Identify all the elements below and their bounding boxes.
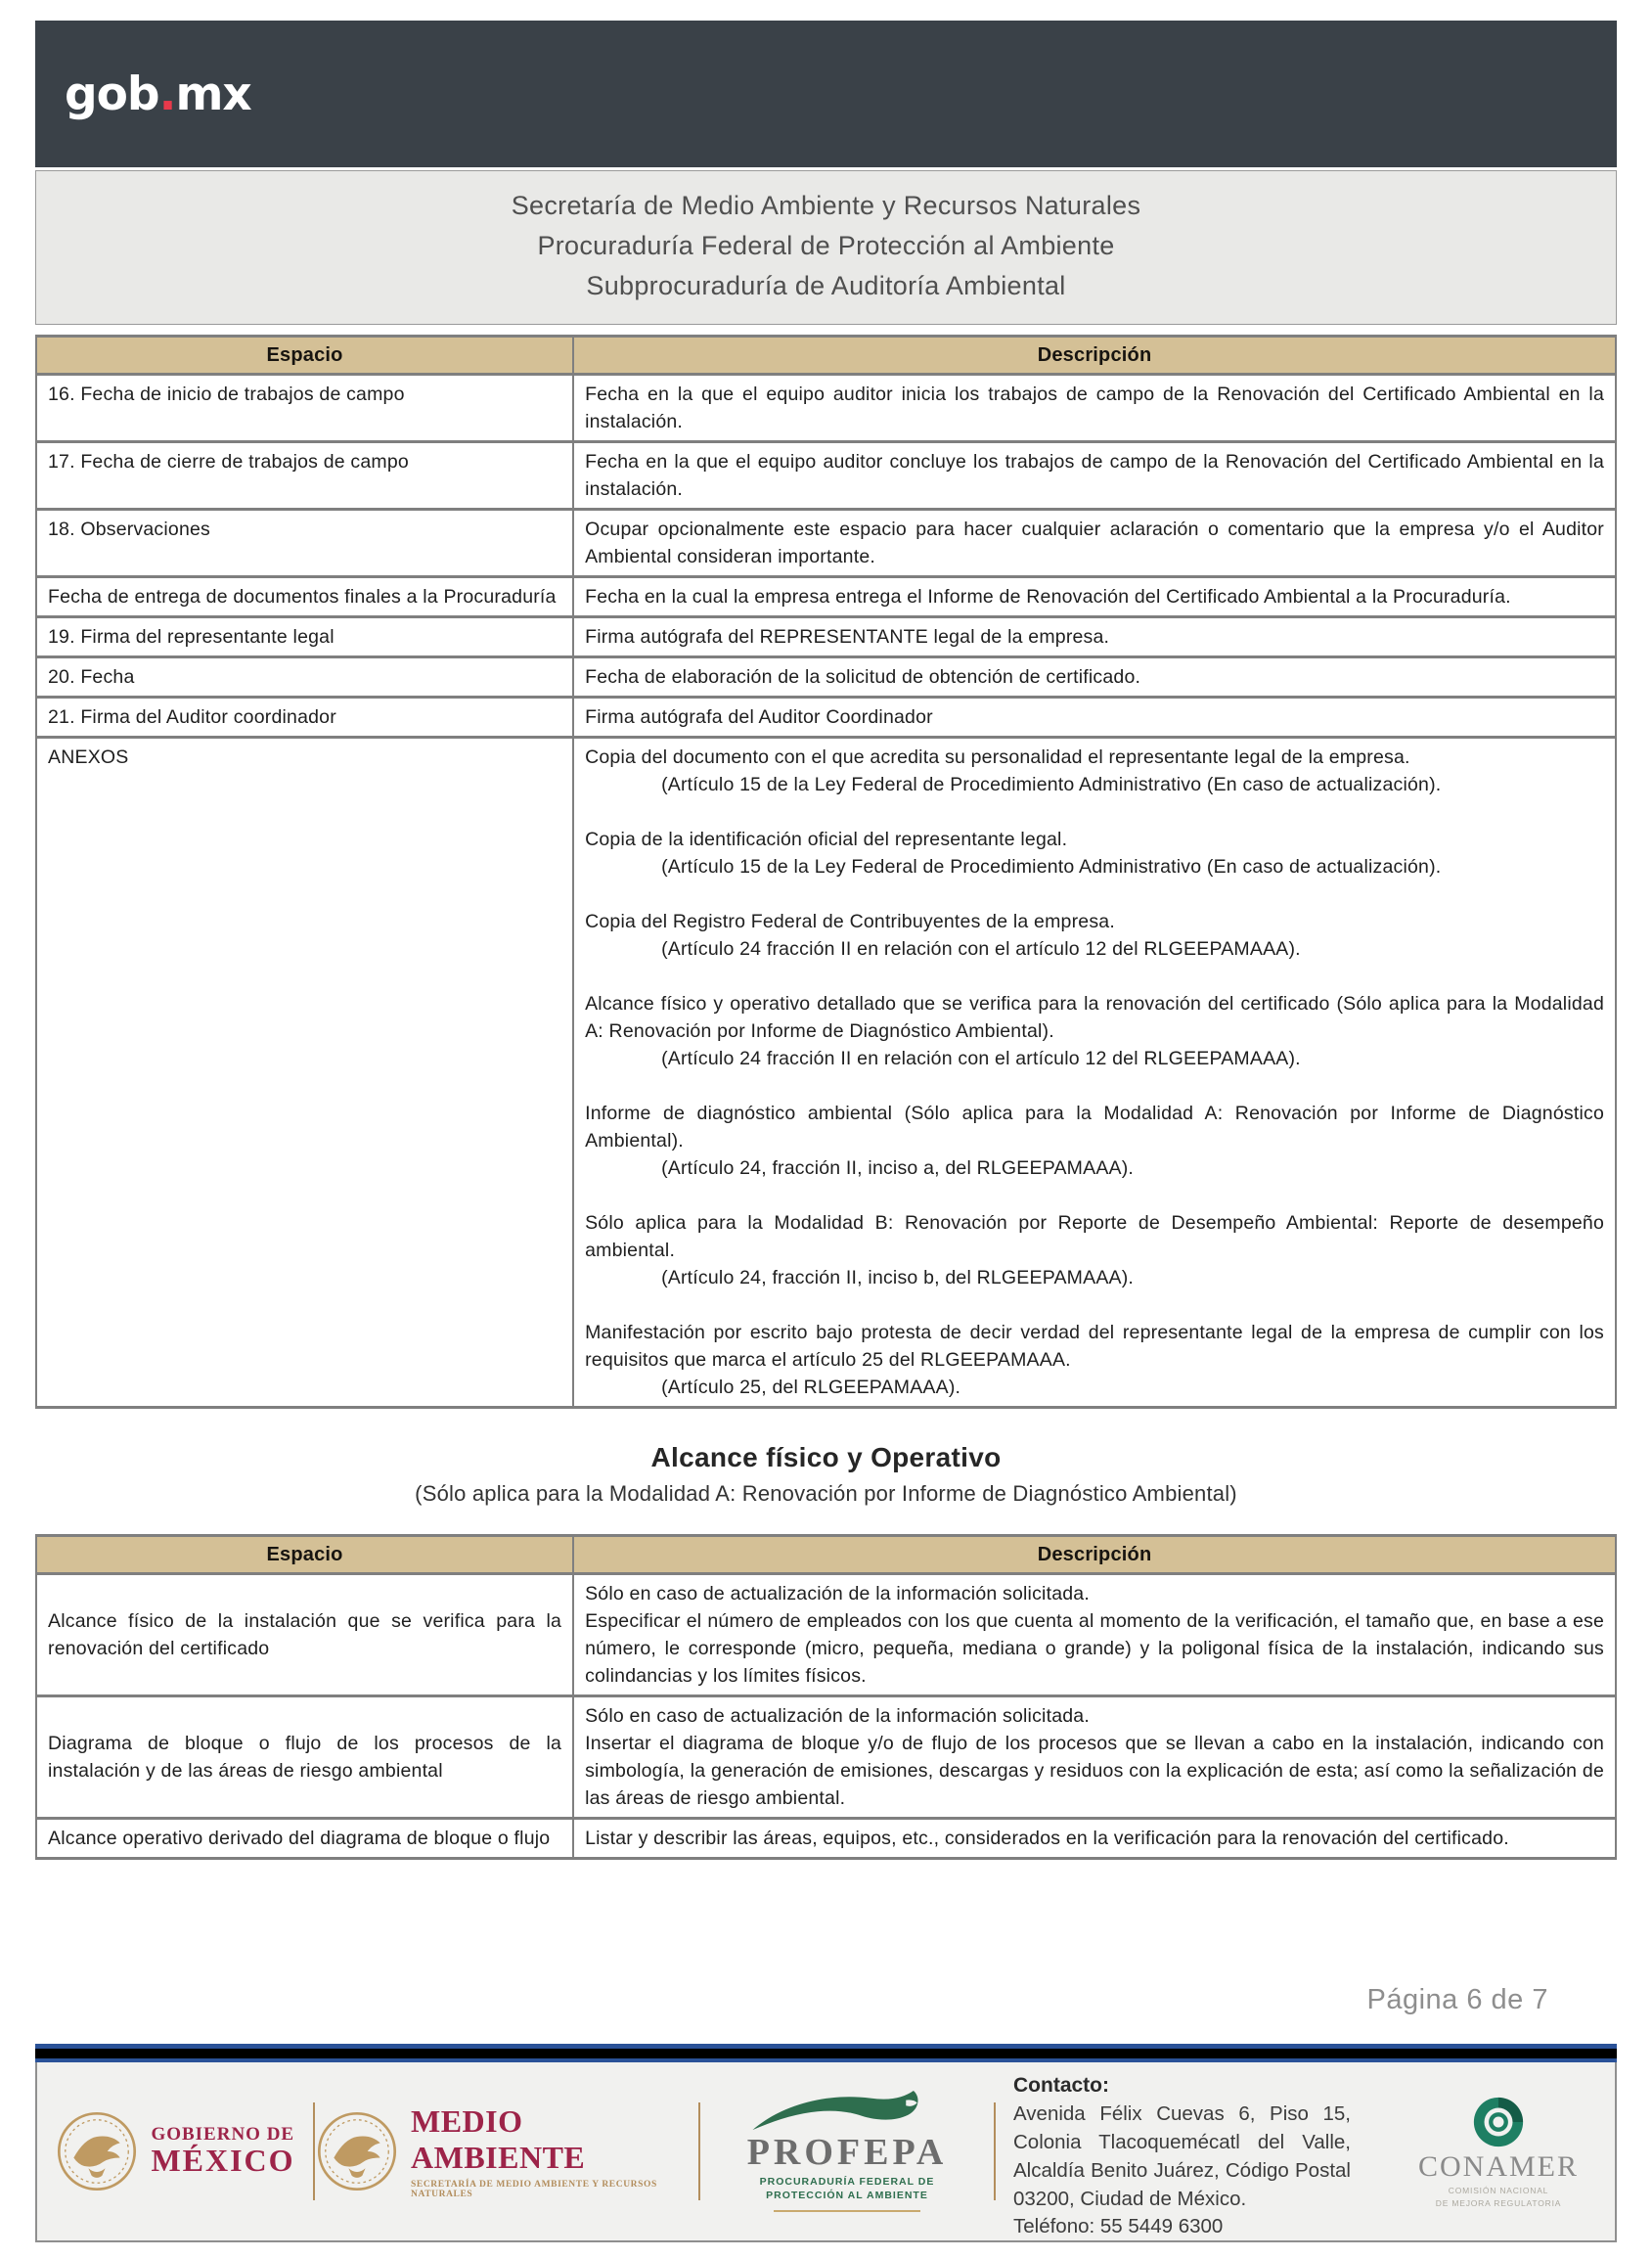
- section-title: Alcance físico y Operativo: [650, 1442, 1002, 1472]
- descripcion-cell: [573, 1696, 1616, 1819]
- anexo-cite: (Artículo 24, fracción II, inciso b, del RLGEEPAMAAA).: [661, 1267, 1135, 1288]
- table-header-row: [36, 1536, 1616, 1574]
- table-row: [36, 617, 1616, 657]
- gobmx-header-bar: [35, 21, 1617, 167]
- table-row: [36, 657, 1616, 698]
- profepa-subtitle-line1: PROCURADURÍA FEDERAL DE: [759, 2175, 935, 2188]
- conamer-title: CONAMER: [1417, 2149, 1579, 2183]
- section-subtitle: (Sólo aplica para la Modalidad A: Renovación por Informe de Diagnóstico Ambiental): [415, 1481, 1237, 1506]
- table-row: [36, 442, 1616, 510]
- page-number: Página 6 de 7: [1366, 1984, 1548, 2015]
- institution-panel: [35, 170, 1617, 325]
- descripcion-cell-anexos: [573, 738, 1616, 1408]
- anexo-text: Alcance físico y operativo detallado que se verifica para la renovación del certificado (Sólo aplica para la Modalidad A: Renovación por Informe de Diagnóstico Ambiental).: [585, 993, 1604, 1042]
- espacio-cell: Fecha de entrega de documentos finales a la Procuraduría: [36, 577, 573, 617]
- table-row: [36, 1819, 1616, 1859]
- descripcion-cell: [573, 1574, 1616, 1696]
- anexo-item: [585, 826, 1604, 881]
- espacio-cell: 16. Fecha de inicio de trabajos de campo: [36, 375, 573, 442]
- descripcion-cell: Fecha en la que el equipo auditor inicia los trabajos de campo de la Renovación del Certificado Ambiental en la instalación.: [573, 375, 1616, 442]
- gobierno-logo-line2: MÉXICO: [151, 2143, 295, 2179]
- medio-ambiente-title: MEDIO AMBIENTE: [411, 2103, 586, 2175]
- anexo-item: [585, 1100, 1604, 1182]
- espacio-descripcion-table-1: [35, 335, 1617, 1409]
- institution-line-2: Procuraduría Federal de Protección al Ambiente: [537, 231, 1115, 260]
- mexico-eagle-seal-icon: [55, 2109, 139, 2193]
- anexo-text: Copia de la identificación oficial del representante legal.: [585, 829, 1068, 850]
- anexo-item: [585, 990, 1604, 1072]
- gobmx-logo-suffix: mx: [175, 67, 251, 121]
- contact-block: [996, 2062, 1396, 2240]
- descripcion-line: Insertar el diagrama de bloque y/o de flujo de los procesos que se llevan a cabo en la instalación, indicando con simbología, la generación de emisiones, descargas y residuos con la explicación de esta; así como la señalización de las áreas de riesgo ambiental.: [585, 1733, 1604, 1809]
- anexo-cite: (Artículo 24 fracción II en relación con el artículo 12 del RLGEEPAMAAA).: [661, 1048, 1301, 1069]
- espacio-cell: 20. Fecha: [36, 657, 573, 698]
- column-header-espacio: Espacio: [36, 337, 573, 375]
- descripcion-cell: Fecha en la que el equipo auditor concluye los trabajos de campo de la Renovación del Certificado Ambiental en la instalación.: [573, 442, 1616, 510]
- anexo-item: [585, 1319, 1604, 1401]
- profepa-gold-rule: [774, 2210, 920, 2212]
- espacio-cell: Alcance físico de la instalación que se verifica para la renovación del certificado: [36, 1574, 573, 1696]
- conamer-subtitle-line1: COMISIÓN NACIONAL: [1448, 2185, 1549, 2195]
- espacio-cell: Diagrama de bloque o flujo de los procesos de la instalación y de las áreas de riesgo ambiental: [36, 1696, 573, 1819]
- contact-phone: Teléfono: 55 5449 6300: [1013, 2215, 1224, 2238]
- institution-line-3: Subprocuraduría de Auditoría Ambiental: [586, 271, 1066, 300]
- table-row: [36, 375, 1616, 442]
- profepa-eagle-icon: [744, 2091, 950, 2134]
- table-row: [36, 698, 1616, 738]
- espacio-descripcion-table-2: [35, 1534, 1617, 1860]
- descripcion-cell: [573, 1819, 1616, 1859]
- descripcion-line: Sólo en caso de actualización de la información solicitada.: [585, 1705, 1090, 1727]
- descripcion-cell: Ocupar opcionalmente este espacio para hacer cualquier aclaración o comentario que la empresa y/o el Auditor Ambiental consideran importante.: [573, 510, 1616, 577]
- conamer-logo: [1396, 2062, 1615, 2240]
- descripcion-cell: Firma autógrafa del Auditor Coordinador: [573, 698, 1616, 738]
- espacio-cell: 17. Fecha de cierre de trabajos de campo: [36, 442, 573, 510]
- table-row: [36, 577, 1616, 617]
- table-header-row: [36, 337, 1616, 375]
- contact-heading: Contacto:: [1013, 2074, 1109, 2097]
- profepa-title: PROFEPA: [746, 2131, 948, 2173]
- espacio-cell: 18. Observaciones: [36, 510, 573, 577]
- anexo-cite: (Artículo 24 fracción II en relación con el artículo 12 del RLGEEPAMAAA).: [661, 938, 1301, 960]
- espacio-cell: 21. Firma del Auditor coordinador: [36, 698, 573, 738]
- footer-logo-strip: [35, 2062, 1617, 2242]
- contact-address: Avenida Félix Cuevas 6, Piso 15, Colonia Tlacoquemécatl del Valle, Alcaldía Benito Juárez, Código Postal 03200, Ciudad de México.: [1013, 2102, 1351, 2211]
- descripcion-cell: Fecha de elaboración de la solicitud de obtención de certificado.: [573, 657, 1616, 698]
- anexo-text: Manifestación por escrito bajo protesta de decir verdad del representante legal de la empresa de cumplir con los requisitos que marca el artículo 25 del RLGEEPAMAAA.: [585, 1322, 1604, 1371]
- anexo-text: Copia del Registro Federal de Contribuyentes de la empresa.: [585, 911, 1115, 932]
- anexo-item: [585, 908, 1604, 963]
- anexo-cite: (Artículo 24, fracción II, inciso a, del RLGEEPAMAAA).: [661, 1157, 1135, 1179]
- column-header-descripcion: Descripción: [573, 1536, 1616, 1574]
- anexo-text: Informe de diagnóstico ambiental (Sólo aplica para la Modalidad A: Renovación por Informe de Diagnóstico Ambiental).: [585, 1103, 1604, 1152]
- descripcion-cell: Fecha en la cual la empresa entrega el Informe de Renovación del Certificado Ambiental a la Procuraduría.: [573, 577, 1616, 617]
- footer-band: [35, 2044, 1617, 2062]
- table-row: [36, 510, 1616, 577]
- descripcion-line: Sólo en caso de actualización de la información solicitada.: [585, 1583, 1090, 1604]
- espacio-cell: ANEXOS: [36, 738, 573, 1408]
- profepa-subtitle-line2: PROTECCIÓN AL AMBIENTE: [766, 2190, 928, 2201]
- espacio-cell: 19. Firma del representante legal: [36, 617, 573, 657]
- table-row: [36, 1696, 1616, 1819]
- anexo-text: Copia del documento con el que acredita su personalidad el representante legal de la empresa.: [585, 746, 1410, 768]
- conamer-subtitle-line2: DE MEJORA REGULATORIA: [1435, 2197, 1562, 2208]
- descripcion-cell: Firma autógrafa del REPRESENTANTE legal de la empresa.: [573, 617, 1616, 657]
- descripcion-line: Listar y describir las áreas, equipos, etc., considerados en la verificación para la renovación del certificado.: [585, 1828, 1509, 1849]
- anexo-text: Sólo aplica para la Modalidad B: Renovación por Reporte de Desempeño Ambiental: Reporte de desempeño ambiental.: [585, 1212, 1604, 1261]
- gobmx-logo: [65, 68, 251, 121]
- anexo-cite: (Artículo 15 de la Ley Federal de Procedimiento Administrativo (En caso de actualización).: [661, 774, 1442, 795]
- gobmx-logo-prefix: gob: [65, 67, 159, 121]
- profepa-logo: [700, 2062, 994, 2240]
- gobierno-logo-line1: GOBIERNO DE: [151, 2124, 295, 2146]
- footer: [35, 2044, 1617, 2242]
- anexo-item: [585, 1209, 1604, 1291]
- anexo-cite: (Artículo 15 de la Ley Federal de Procedimiento Administrativo (En caso de actualización).: [661, 856, 1442, 878]
- gobmx-logo-dot: .: [158, 67, 176, 121]
- espacio-cell: Alcance operativo derivado del diagrama de bloque o flujo: [36, 1819, 573, 1859]
- mexico-eagle-seal-icon: [315, 2109, 399, 2193]
- descripcion-line: Especificar el número de empleados con los que cuenta al momento de la verificación, el tamaño que, en base a ese número, le corresponde (micro, pequeña, mediana o grande) y la poligonal física de la instalación, indicando sus colindancias y los límites físicos.: [585, 1610, 1604, 1687]
- column-header-descripcion: Descripción: [573, 337, 1616, 375]
- anexo-item: [585, 744, 1604, 798]
- medio-ambiente-logo: [315, 2062, 698, 2240]
- table-row: [36, 1574, 1616, 1696]
- column-header-espacio: Espacio: [36, 1536, 573, 1574]
- institution-line-1: Secretaría de Medio Ambiente y Recursos Naturales: [511, 191, 1141, 220]
- anexo-cite: (Artículo 25, del RLGEEPAMAAA).: [661, 1377, 961, 1398]
- conamer-mark-icon: [1470, 2094, 1527, 2150]
- table-row-anexos: [36, 738, 1616, 1408]
- gobierno-de-mexico-logo: [37, 2062, 313, 2240]
- medio-ambiente-subtitle: SECRETARÍA DE MEDIO AMBIENTE Y RECURSOS NATURALES: [411, 2180, 657, 2199]
